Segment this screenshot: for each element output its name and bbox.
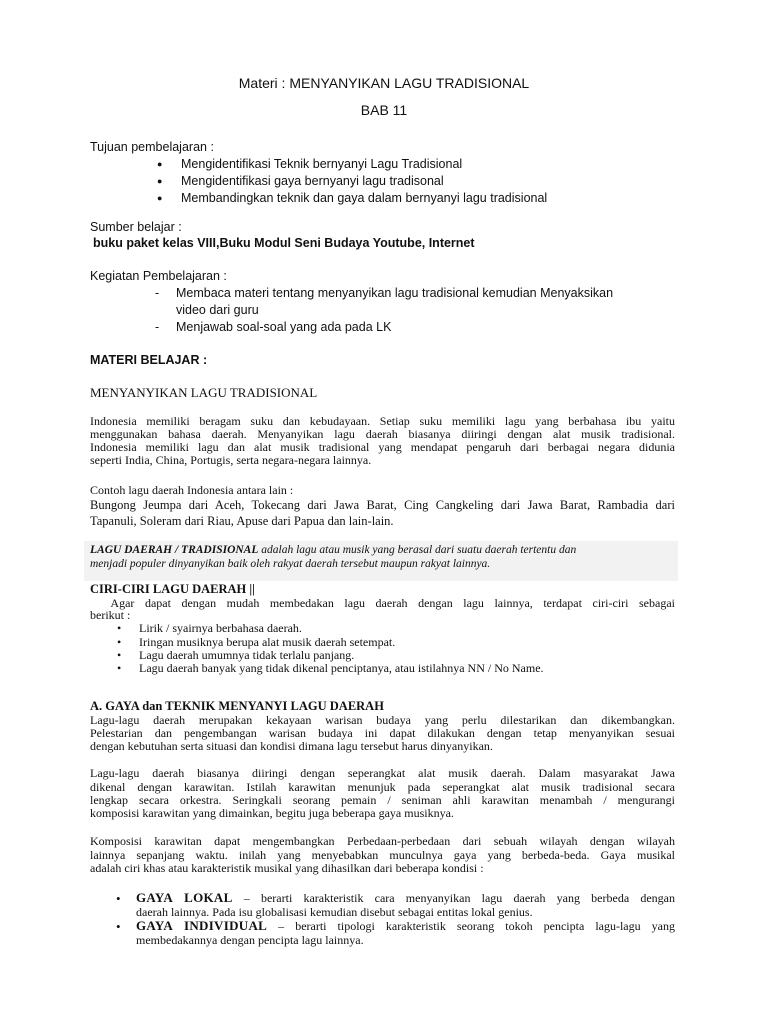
kegiatan-heading: Kegiatan Pembelajaran :: [90, 269, 227, 283]
gaya-p2-line-4: komposisi karawitan yang dimainkan, begitu juga beberapa gaya musiknya.: [90, 806, 454, 820]
ciri-item-text: Lagu daerah umumnya tidak terlalu panjang.: [139, 648, 355, 662]
materi-p1-line-1: Indonesia memiliki beragam suku dan kebudayaan. Setiap suku memiliki lagu yang berbahasa ibu yaitu: [90, 414, 675, 428]
bullet-icon: •: [116, 919, 121, 934]
gaya-lokal-text: – berarti karakteristik cara menyanyikan lagu daerah yang berbeda dengan: [232, 891, 675, 905]
page-title: Materi : MENYANYIKAN LAGU TRADISIONAL: [238, 75, 530, 91]
sumber-heading: Sumber belajar :: [90, 220, 182, 234]
ciri-item-3: [117, 649, 617, 662]
gaya-p2-line-1: Lagu-lagu daerah biasanya diiringi dengan seperangkat alat musik daerah. Dalam masyarakat Jawa: [90, 766, 675, 780]
bullet-icon: ●: [157, 159, 163, 169]
gaya-p1-line-1: Lagu-lagu daerah merupakan kekayaan warisan budaya yang perlu dilestarikan dan dikembangkan.: [90, 713, 675, 727]
gaya-lokal-term: GAYA LOKAL: [136, 890, 233, 905]
ciri-heading: CIRI-CIRI LAGU DAERAH ||: [90, 582, 255, 596]
gaya-lokal-line-1: [136, 892, 675, 905]
gaya-lokal-line-2: daerah lainnya. Pada isu globalisasi kemudian disebut sebagai entitas lokal genius.: [136, 905, 533, 919]
gaya-p1-line-3: dengan kebutuhan serta situasi dan kondisi dimana lagu tersebut harus dinyanyikan.: [90, 739, 493, 753]
contoh-intro: Contoh lagu daerah Indonesia antara lain :: [90, 483, 294, 497]
bullet-icon: •: [117, 661, 122, 675]
gaya-p2-line-3: lengkap secara orkestra. Seringkali seorang pemain / seniman ahli karawitan menambah / mengurangi: [90, 793, 675, 807]
tujuan-item-2: [157, 173, 577, 189]
definition-text: adalah lagu atau musik yang berasal dari suatu daerah tertentu dan: [258, 544, 577, 556]
bullet-icon: •: [117, 635, 122, 649]
materi-heading: MATERI BELAJAR :: [90, 353, 208, 367]
dash-icon: -: [155, 286, 160, 300]
gaya-individual-line-2: membedakannya dengan pencipta lagu lainnya.: [136, 933, 364, 947]
gaya-p3-line-1: Komposisi karawitan dapat mengembangkan Perbedaan-perbedaan dari sebuah wilayah dengan wilayah: [90, 834, 675, 848]
ciri-intro-line-2: berikut :: [90, 608, 131, 622]
bullet-icon: •: [116, 891, 121, 906]
ciri-item-4: [117, 662, 637, 675]
tujuan-item-3: [157, 190, 597, 206]
gaya-p1-line-2: Pelestarian dan pengembangan warisan budaya ini dapat dilakukan dengan tetap menyanyikan sesuai: [90, 726, 675, 740]
materi-p1-line-2: menggunakan bahasa daerah. Menyanyikan lagu daerah biasanya diiringi dengan alat musik tradisional.: [90, 427, 675, 441]
tujuan-item-text: Membandingkan teknik dan gaya dalam bernyanyi lagu tradisional: [181, 191, 548, 205]
ciri-item-2: [117, 636, 617, 649]
kegiatan-item-1-line-2: video dari guru: [176, 303, 259, 317]
ciri-item-text: Lagu daerah banyak yang tidak dikenal penciptanya, atau istilahnya NN / No Name.: [139, 661, 544, 675]
bullet-icon: ●: [157, 176, 163, 186]
materi-subheading: MENYANYIKAN LAGU TRADISIONAL: [90, 385, 318, 400]
contoh-line-1: Bungong Jeumpa dari Aceh, Tokecang dari Jawa Barat, Cing Cangkeling dari Jawa Barat, Rambadia dari: [90, 498, 675, 512]
bullet-icon: ●: [157, 193, 163, 203]
bullet-icon: •: [117, 648, 122, 662]
definition-line-2: menjadi populer dinyanyikan baik oleh rakyat daerah tersebut maupun rakyat lainnya.: [90, 558, 491, 570]
dash-icon: -: [155, 320, 160, 334]
ciri-item-text: Iringan musiknya berupa alat musik daerah setempat.: [139, 635, 396, 649]
gaya-individual-term: GAYA INDIVIDUAL: [136, 918, 268, 933]
ciri-intro-line-1: Agar dapat dengan mudah membedakan lagu daerah dengan lagu lainnya, terdapat ciri-ciri sebagai: [90, 596, 675, 610]
kegiatan-item-2: Menjawab soal-soal yang ada pada LK: [176, 320, 392, 334]
gaya-individual-line-1: [136, 920, 675, 933]
chapter-label: BAB 11: [360, 102, 408, 118]
definition-line-1: [90, 543, 680, 557]
tujuan-item-text: Mengidentifikasi Teknik bernyanyi Lagu Tradisional: [181, 157, 463, 171]
gaya-individual-text: – berarti tipologi karakteristik seorang tokoh pencipta lagu-lagu yang: [267, 919, 675, 933]
ciri-item-1: [117, 622, 617, 635]
tujuan-heading: Tujuan pembelajaran :: [90, 140, 214, 154]
kegiatan-item-1-line-1: Membaca materi tentang menyanyikan lagu tradisional kemudian Menyaksikan: [176, 286, 614, 300]
ciri-item-text: Lirik / syairnya berbahasa daerah.: [139, 621, 302, 635]
gaya-p2-line-2: dikenal dengan karawitan. Istilah karawitan menunjuk pada seperangkat alat musik tradisional secara: [90, 780, 675, 794]
sumber-text: buku paket kelas VIII,Buku Modul Seni Budaya Youtube, Internet: [93, 236, 475, 250]
gaya-p3-line-2: lainnya sepanjang waktu. inilah yang menyebabkan munculnya gaya yang berbeda-beda. Gaya musikal: [90, 848, 675, 862]
bullet-icon: •: [117, 621, 122, 635]
materi-p1-line-4: seperti India, China, Portugis, serta negara-negara lainnya.: [90, 453, 372, 467]
definition-term: LAGU DAERAH / TRADISIONAL: [90, 544, 259, 556]
tujuan-item-text: Mengidentifikasi gaya bernyanyi lagu tradisonal: [181, 174, 444, 188]
contoh-line-2: Tapanuli, Soleram dari Riau, Apuse dari Papua dan lain-lain.: [90, 514, 394, 528]
materi-p1-line-3: Indonesia memiliki lagu dan alat musik tradisional yang mendapat pengaruh dari berbagai negara didunia: [90, 440, 675, 454]
gaya-heading: A. GAYA dan TEKNIK MENYANYI LAGU DAERAH: [90, 699, 384, 713]
gaya-p3-line-3: adalah ciri khas atau karakteristik musikal yang dihasilkan dari beberapa kondisi :: [90, 861, 484, 875]
tujuan-item-1: [157, 156, 577, 172]
